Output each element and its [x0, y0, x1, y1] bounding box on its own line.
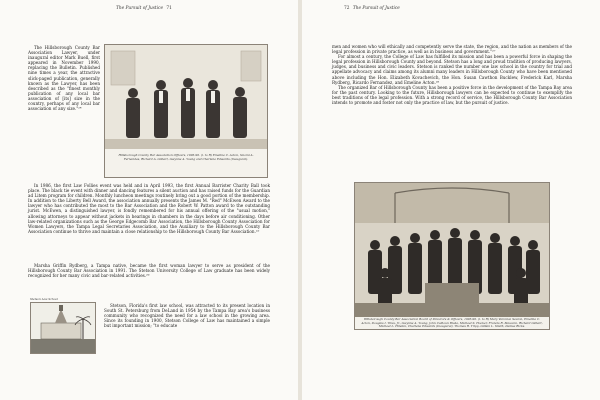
intro-column [28, 45, 100, 111]
right-main-column [332, 44, 572, 105]
right-paragraph-2: For almost a century, the College of Law has fulfilled its mission and has been a powerful force in shaping the legal profession in Hillsborough County and beyond. Stetson has a long and proud tradition of producing lawyers, judges, and business and civic leaders. Stetson is ranked the number one law school in the country for trial and appellate advocacy and claims among its alumni many leaders in Hillsborough County who have been mentioned above including the Hon. Elizabeth Kovachevich, the Hon. Susan Cawthon Bucklew, Frederick Karl, Marsha Rydberg, Ricardo Fernandez, and Emeline Acton.²⁸ [332, 54, 572, 85]
officers-photo [104, 44, 268, 178]
left-column-wrap [104, 303, 270, 328]
left-main-column [28, 183, 270, 234]
intro-paragraph: The Hillsborough County Bar Association Lawyer, under inaugural editor Mark Buell, first appeared in November 1990, replacing the Bulletin. Published nine times a year, the attractive slick-paged publication, generally known as the Lawyer, has been described as the "finest monthly publication of any local bar association of [its] size in the country, perhaps of any local bar association of any size."²⁴ [28, 45, 100, 112]
stetson-photo [30, 302, 96, 354]
left-paragraph-3: Marsha Griffin Rydberg, a Tampa native, became the first woman lawyer to serve as president of the Hillsborough County Bar Association in 1991. The Stetson University College of Law graduate has been widely recognized for her many civic and bar-related activities.²⁶ [28, 263, 270, 279]
left-page-header [116, 6, 174, 11]
right-page-header [342, 6, 400, 11]
right-paragraph-1: men and women who will ethically and competently serve the state, the region, and the nation as members of the legal profession in private practice, as well as in business and government."²⁷ [332, 44, 572, 55]
left-page [0, 0, 298, 400]
board-photo-image [355, 183, 549, 317]
left-paragraph-4: Stetson, Florida's first law school, was attracted to its present location in South St. Petersburg from DeLand in 1954 by the Tampa Bay area's business community who recognized the need for a law school in the growing area. Since its founding in 1900, Stetson College of Law has maintained a simple but important mission; "to educate [104, 303, 270, 329]
left-page-number: 71 [166, 6, 172, 11]
stetson-photo-image [31, 303, 95, 353]
right-page [302, 0, 600, 400]
officers-photo-caption: Hillsborough County Bar Association Officers, 1995-96. (l. to R) Emeline C. Acton, Naomi A. Fernandes, Richard A. Gilbert, Gwynne A. Young and Charlene Edwards (Inaugural). [118, 153, 254, 161]
left-header-title: The Pursuit of Justice [116, 6, 163, 11]
board-photo [354, 182, 550, 330]
left-column-lower [28, 263, 270, 278]
left-paragraph-2: In 1986, the first Law Follies event was held and in April 1993, the first Annual Barrister Charity Ball took place. The black tie event with dinner and dancing features a silent auction and has raised funds for the Guardian ad Litem program for children. Monthly luncheon meetings routinely bring out a good portion of the membership. In addition to the Liberty Bell Award, the association annually presents the James M. "Red" McEwen Award to the lawyer who has contributed the most to the Bar Association and the Robert W. Patton award to the outstanding jurist. McEwen, a distinguished lawyer, is fondly remembered for his annual offering of the "usual motion," allowing attorneys to appear without jackets in hearings in chambers in the days before air conditioning. Other law-related organizations such as the George Edgecomb Bar Association, the Hillsborough County Association for Women Lawyers, the Tampa Legal Secretaries Association, and the Auxiliary to the Hillsborough County Bar Association continue to thrive and maintain a close relationship to the Hillsborough County Bar Association.²⁵ [28, 183, 270, 234]
right-page-number: 72 [344, 6, 350, 11]
stetson-photo-label: Stetson Law School [30, 297, 58, 301]
officers-photo-image [105, 45, 267, 149]
right-paragraph-3: The organized Bar of Hillsborough County has been a positive force in the development of the Tampa Bay area for the past century. Looking to the future, Hillsborough lawyers can be expected to continue to exemplify the best traditions of the legal profession. With a strong record of service, the Hillsborough County Bar Association intends to promote and foster not only the practice of law, but the pursuit of justice. [332, 84, 572, 106]
right-header-title: The Pursuit of Justice [352, 6, 400, 11]
board-photo-caption: Hillsborough County Bar Association Board of Directors & Officers, 1995-96. (l. to R) Mary Veronica Sexton, Emeline C. Acton, Douglas I. Titus, Jr., Gwynne A. Young, John Calhoun Blake, Michael S. Hooker, Francis R. Mascara, Richard Gilbert, Michael L. Hinden, Charlene Edwards (Inaugural), Thomas R. Tripp, Gillian L. Smith, Denise Ricks. [361, 317, 543, 329]
